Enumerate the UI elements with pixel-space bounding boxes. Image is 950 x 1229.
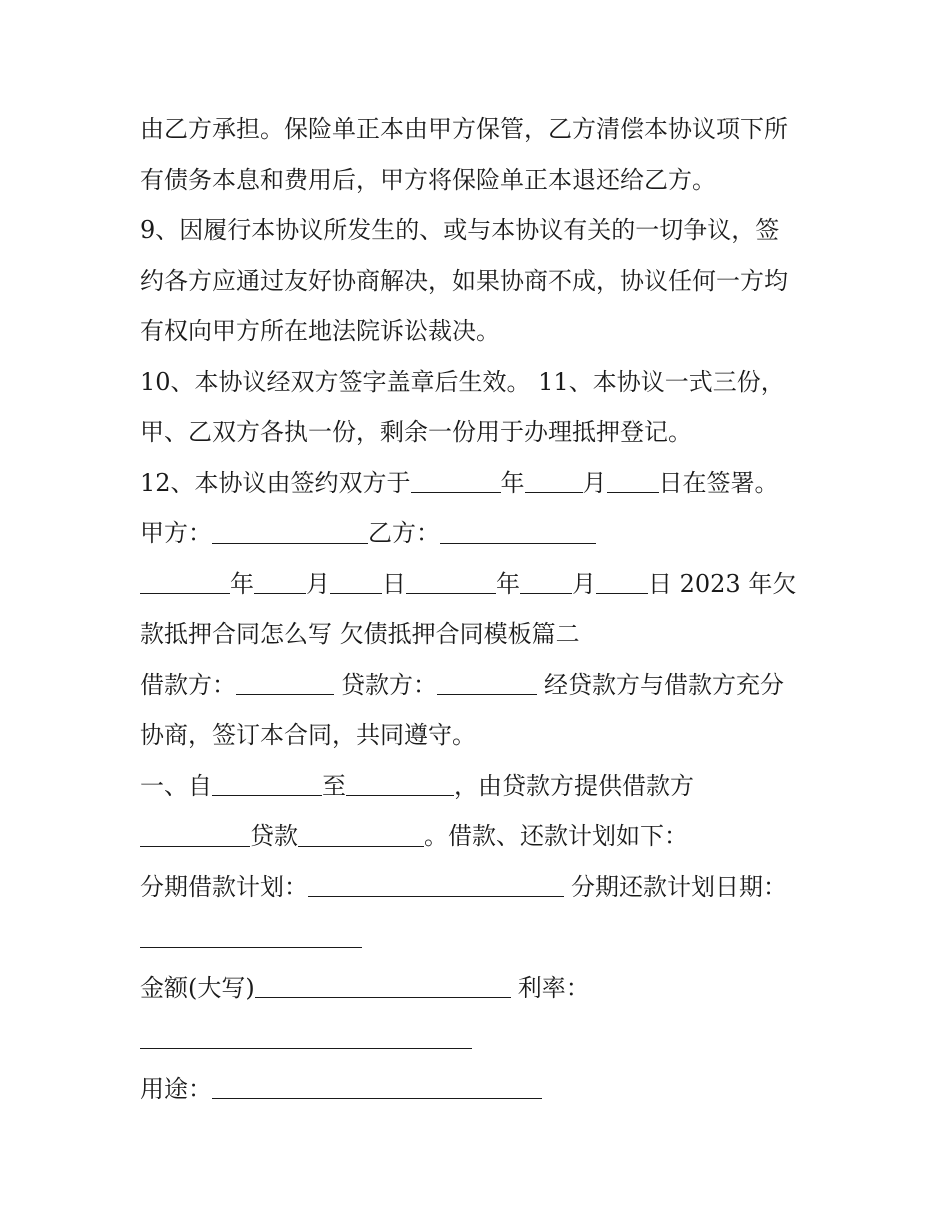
to-label: 至 — [322, 771, 346, 800]
clause-10-11-line-1: 10、本协议经双方签字盖章后生效。 11、本协议一式三份， — [140, 367, 785, 396]
clause-9-line-1: 9、因履行本协议所发生的、或与本协议有关的一切争议，签 — [140, 216, 780, 244]
day-label: 日 — [382, 569, 406, 598]
to-date-blank[interactable] — [346, 771, 454, 796]
text-line — [140, 609, 820, 660]
borrow-plan-label: 分期借款计划： — [140, 872, 308, 901]
clause-10-11-line-2: 甲、乙双方各执一份，剩余一份用于办理抵押登记。 — [140, 418, 692, 446]
repay-plan-blank[interactable] — [140, 923, 362, 948]
insurance-text-line-1: 由乙方承担。保险单正本由甲方保管，乙方清偿本协议项下所 — [140, 115, 788, 143]
party-a-blank[interactable] — [212, 519, 368, 544]
section-1-line-2 — [140, 811, 820, 862]
party-a-label: 甲方： — [140, 519, 212, 547]
clause-9-line-3: 有权向甲方所在地法院诉讼裁决。 — [140, 317, 500, 345]
schedule-line — [140, 862, 820, 913]
from-date-blank[interactable] — [212, 771, 322, 796]
amount-line — [140, 963, 820, 1014]
from-label: 一、自 — [140, 771, 212, 800]
amount-line-2 — [140, 1013, 820, 1064]
year-label: 年 — [496, 569, 520, 598]
month-blank-b[interactable] — [520, 569, 572, 594]
month-blank[interactable] — [525, 468, 583, 493]
loan-parties-tail: 经贷款方与借款方充分 — [544, 670, 784, 699]
plan-label: 。借款、还款计划如下： — [424, 822, 688, 850]
day-blank[interactable] — [607, 468, 659, 493]
purpose-line — [140, 1064, 820, 1115]
month-blank-a[interactable] — [254, 569, 306, 594]
day-blank-a[interactable] — [330, 569, 382, 594]
date-tail: 日 2023 年欠 — [648, 569, 797, 598]
year-label: 年 — [230, 569, 254, 598]
year-label: 年 — [500, 468, 525, 497]
lender-blank[interactable] — [437, 670, 537, 695]
text-line — [140, 357, 820, 408]
signature-line — [140, 508, 820, 559]
day-blank-b[interactable] — [596, 569, 648, 594]
clause-12-prefix: 12、本协议由签约双方于 — [140, 468, 411, 497]
lender-label: 贷款方： — [341, 670, 437, 699]
day-label: 日在签署。 — [658, 468, 779, 497]
text-line — [140, 256, 820, 307]
year-blank-a[interactable] — [140, 569, 230, 594]
month-label: 月 — [582, 468, 607, 497]
rate-blank[interactable] — [140, 1024, 472, 1049]
year-blank[interactable] — [411, 468, 501, 493]
party-b-blank[interactable] — [440, 519, 596, 544]
schedule-line-2 — [140, 912, 820, 963]
clause-9-line-2: 约各方应通过友好协商解决，如果协商不成，协议任何一方均 — [140, 266, 788, 295]
document-page — [140, 104, 820, 1114]
loan-amount-blank[interactable] — [298, 822, 424, 847]
insurance-text-line-2: 有债务本息和费用后，甲方将保险单正本退还给乙方。 — [140, 165, 716, 194]
borrow-plan-blank[interactable] — [308, 872, 564, 897]
borrower-label: 借款方： — [140, 670, 236, 699]
clause-12-line — [140, 458, 820, 509]
section-heading: 款抵押合同怎么写 欠债抵押合同模板篇二 — [140, 620, 580, 648]
amount-label: 金额(大写) — [140, 973, 255, 1002]
text-line — [140, 205, 820, 256]
borrower-blank[interactable] — [236, 670, 334, 695]
section-1-tail: ，由贷款方提供借款方 — [454, 771, 694, 800]
text-line — [140, 710, 820, 761]
loan-parties-line-2: 协商，签订本合同，共同遵守。 — [140, 721, 476, 749]
month-label: 月 — [306, 569, 330, 598]
amount-blank[interactable] — [255, 973, 511, 998]
year-blank-b[interactable] — [406, 569, 496, 594]
loan-label: 贷款 — [250, 822, 298, 850]
text-line — [140, 407, 820, 458]
signature-date-line — [140, 559, 820, 610]
text-line — [140, 306, 820, 357]
month-label: 月 — [572, 569, 596, 598]
purpose-blank[interactable] — [212, 1074, 542, 1099]
party-b-label: 乙方： — [368, 519, 440, 547]
rate-label: 利率： — [517, 973, 590, 1002]
text-line — [140, 104, 820, 155]
text-line — [140, 155, 820, 206]
section-1-line-1 — [140, 761, 820, 812]
borrower-name-blank[interactable] — [140, 822, 250, 847]
purpose-label: 用途： — [140, 1074, 212, 1103]
loan-parties-line — [140, 660, 820, 711]
repay-plan-label: 分期还款计划日期： — [571, 872, 787, 901]
